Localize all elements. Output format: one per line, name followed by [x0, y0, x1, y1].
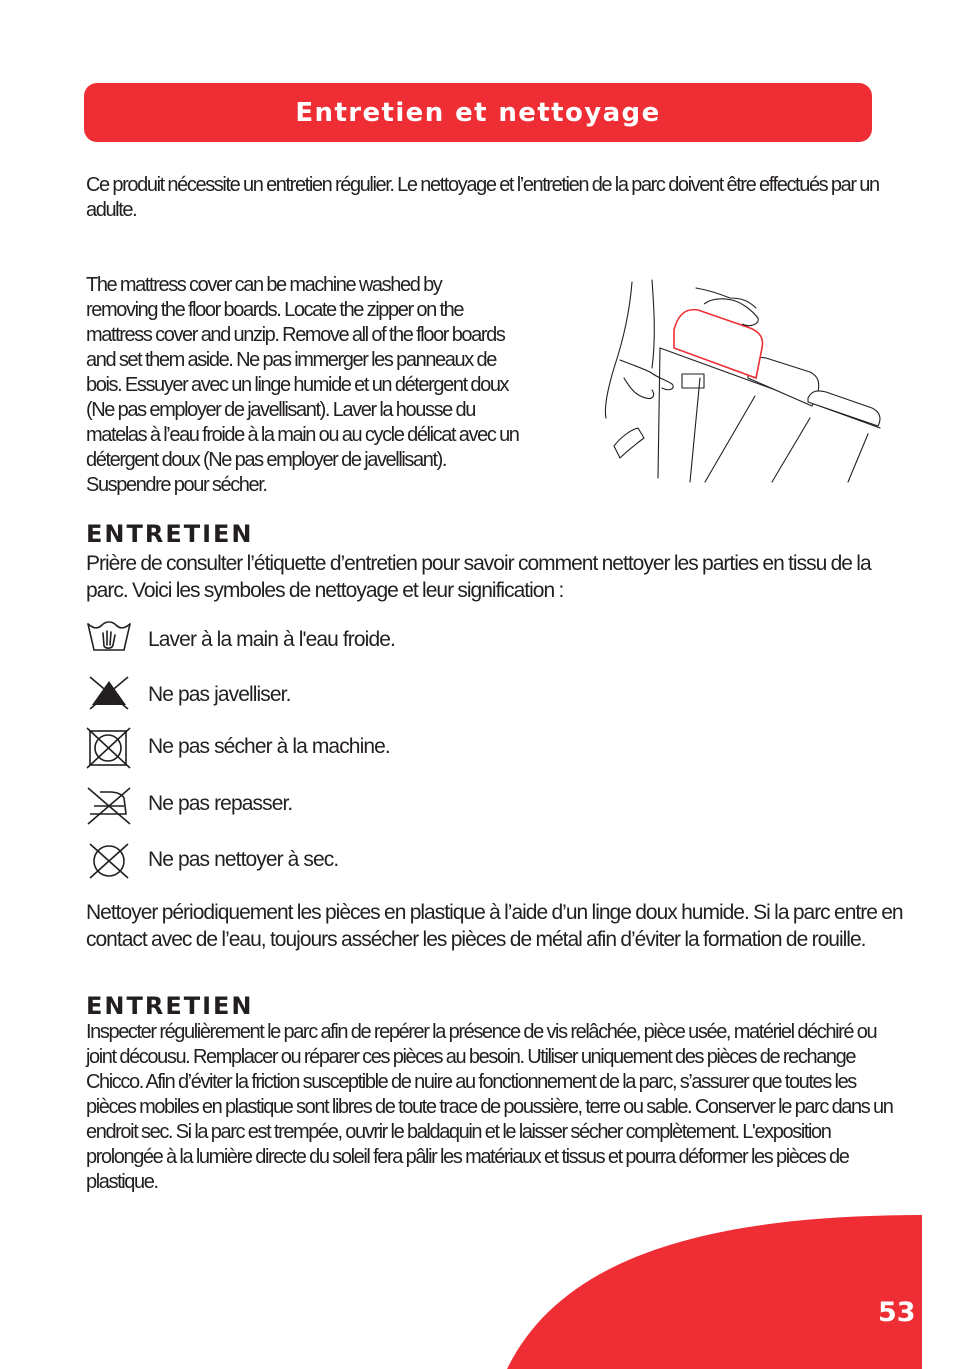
mattress-line: Suspendre pour sécher.	[86, 474, 267, 496]
mattress-line: (Ne pas employer de javellisant). Laver la housse du	[86, 399, 476, 421]
no-iron-icon	[86, 784, 132, 826]
no-dry-clean-icon	[86, 840, 132, 882]
mattress-paragraph	[86, 273, 606, 498]
care-symbol-label: Ne pas javelliser.	[148, 683, 291, 706]
care-symbol-row	[86, 840, 586, 880]
mattress-line: The mattress cover can be machine washed by	[86, 274, 442, 296]
section1-text: Prière de consulter l’étiquette d’entretien pour savoir comment nettoyer les parties en tissu de la parc. Voici les symboles de nettoyage et leur signification :	[86, 552, 871, 602]
floor-board-illustration	[600, 268, 885, 488]
care-symbol-label: Ne pas repasser.	[148, 792, 293, 815]
no-tumble-dry-icon	[86, 727, 132, 769]
section2-text: Inspecter régulièrement le parc afin de repérer la présence de vis relâchée, pièce usée, matériel déchiré ou joint décousu. Remplacer ou réparer ces pièces au besoin. Utiliser uniquement des pièces de rechange Chicco. Afin d’éviter la friction susceptible de nuire au fonctionnement de la parc, s’assurer que toutes les pièces mobiles en plastique sont libres de toute trace de poussière, terre ou sable. Conserver le parc dans un endroit sec. Si la parc est trempée, ouvrir le baldaquin et le laisser sécher complètement. L'exposition prolongée à la lumière directe du soleil fera pâlir les matériaux et tissus et pourra déformer les pièces de plastique.	[86, 1021, 893, 1193]
care-symbol-row	[86, 784, 586, 824]
mattress-line: détergent doux (Ne pas employer de javellisant).	[86, 449, 447, 471]
care-symbol-label: Laver à la main à l'eau froide.	[148, 628, 395, 651]
section2-heading: ENTRETIEN	[86, 992, 254, 1020]
page-title: Entretien et nettoyage	[295, 97, 661, 128]
care-symbol-row	[86, 675, 586, 715]
mattress-line: removing the floor boards. Locate the zipper on the	[86, 299, 464, 321]
mattress-line: mattress cover and unzip. Remove all of the floor boards	[86, 324, 505, 346]
care-symbol-label: Ne pas sécher à la machine.	[148, 735, 390, 758]
care-symbol-row	[86, 727, 586, 767]
intro-paragraph: Ce produit nécessite un entretien régulier. Le nettoyage et l’entretien de la parc doivent être effectués par un adulte.	[86, 174, 879, 221]
mattress-line: and set them aside. Ne pas immerger les panneaux de	[86, 349, 496, 371]
care-symbol-row	[86, 620, 586, 660]
no-bleach-icon	[86, 675, 132, 711]
mattress-line: bois. Essuyer avec un linge humide et un détergent doux	[86, 374, 509, 396]
page-number: 53	[878, 1297, 916, 1328]
mattress-line: matelas à l’eau froide à la main ou au cycle délicat avec un	[86, 424, 519, 446]
plastic-care-paragraph: Nettoyer périodiquement les pièces en plastique à l’aide d’un linge doux humide. Si la parc entre en contact avec de l’eau, toujours assécher les pièces de métal afin d’éviter la formation de rouille.	[86, 901, 903, 951]
section-title-banner	[84, 83, 872, 142]
section1-heading: ENTRETIEN	[86, 520, 254, 548]
hand-wash-icon	[86, 620, 132, 656]
care-symbol-label: Ne pas nettoyer à sec.	[148, 848, 339, 871]
